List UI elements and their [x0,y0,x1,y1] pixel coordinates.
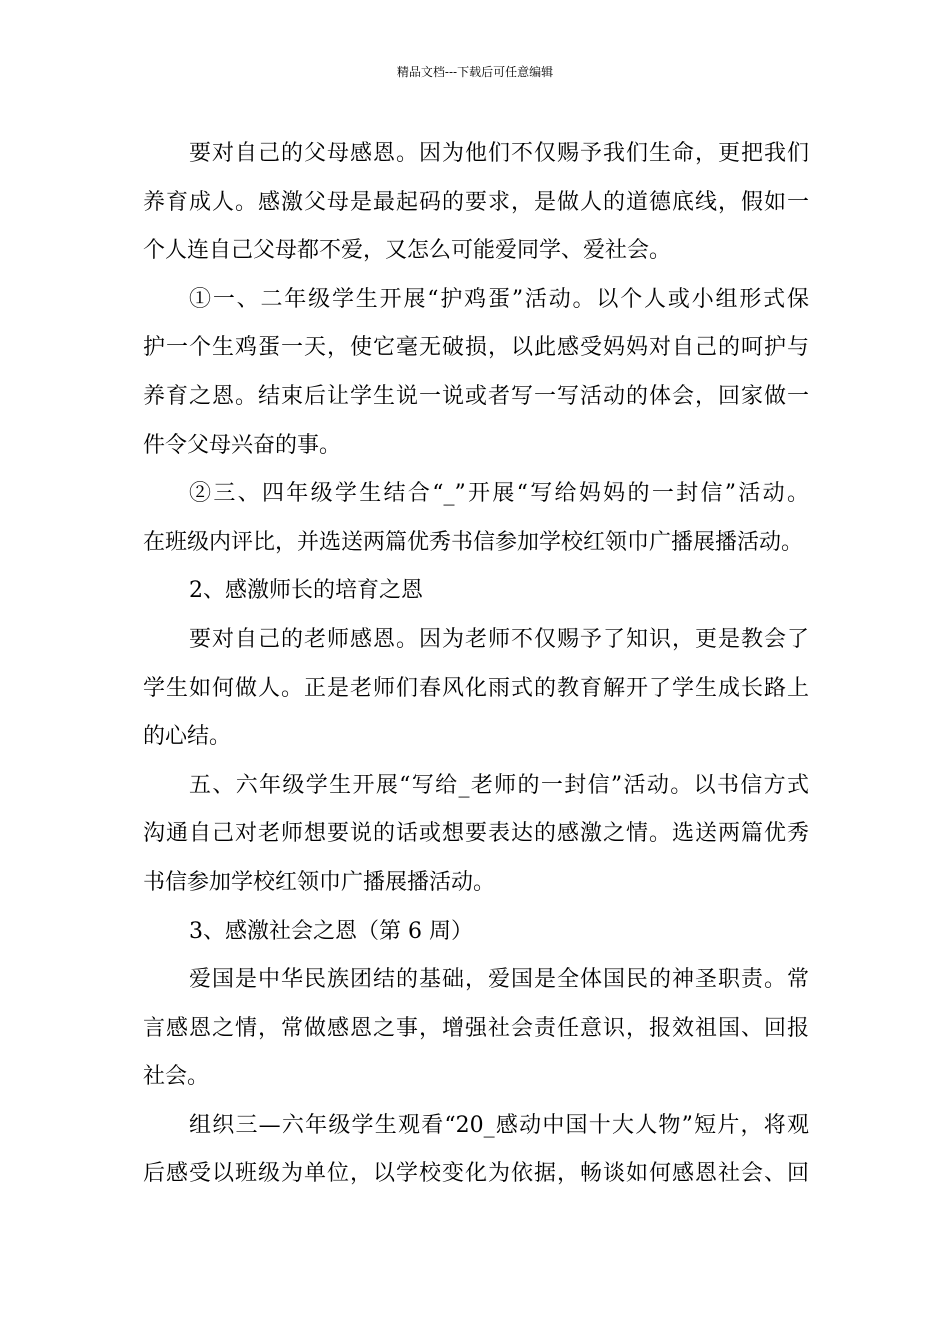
text-line: 养育成人。感激父母是最起码的要求，是做人的道德底线，假如一 [143,189,809,215]
text-line: 件令父母兴奋的事。 [143,432,342,458]
text-line: 言感恩之情，常做感恩之事，增强社会责任意识，报效祖国、回报 [143,1015,809,1041]
text-line: 书信参加学校红领巾广播展播活动。 [143,869,496,895]
text-line: 社会。 [143,1064,210,1090]
text-line: 学生如何做人。正是老师们春风化雨式的教育解开了学生成长路上 [143,675,809,701]
text-line: 要对自己的父母感恩。因为他们不仅赐予我们生命，更把我们 [189,141,809,166]
page-header: 精品文档---下载后可任意编辑 [396,65,554,79]
text-line: 爱国是中华民族团结的基础，爱国是全体国民的神圣职责。常 [189,967,809,993]
text-line: 要对自己的老师感恩。因为老师不仅赐予了知识，更是教会了 [189,626,809,652]
text-line: 后感受以班级为单位，以学校变化为依据，畅谈如何感恩社会、回 [143,1161,809,1187]
text-line: 养育之恩。结束后让学生说一说或者写一写活动的体会，回家做一 [143,383,809,409]
text-line: 组织三—六年级学生观看“20_感动中国十大人物”短片，将观 [189,1112,809,1138]
body-text [143,130,809,1199]
text-line: 在班级内评比，并选送两篇优秀书信参加学校红领巾广播展播活动。 [143,529,804,555]
text-line: ①一、二年级学生开展“护鸡蛋”活动。以个人或小组形式保 [189,286,809,312]
text-line: 五、六年级学生开展“写给_老师的一封信”活动。以书信方式 [189,772,809,798]
text-line: 护一个生鸡蛋一天，使它毫无破损，以此感受妈妈对自己的呵护与 [143,335,809,361]
text-line: 2、感激师长的培育之恩 [189,578,423,604]
text-line: 沟通自己对老师想要说的话或想要表达的感激之情。选送两篇优秀 [143,821,809,847]
text-line: 的心结。 [143,724,232,750]
text-line: 个人连自己父母都不爱，又怎么可能爱同学、爱社会。 [143,238,672,264]
text-line: ②三、四年级学生结合“_”开展“写给妈妈的一封信”活动。 [189,481,809,507]
text-line: 3、感激社会之恩（第 6 周） [189,918,473,944]
